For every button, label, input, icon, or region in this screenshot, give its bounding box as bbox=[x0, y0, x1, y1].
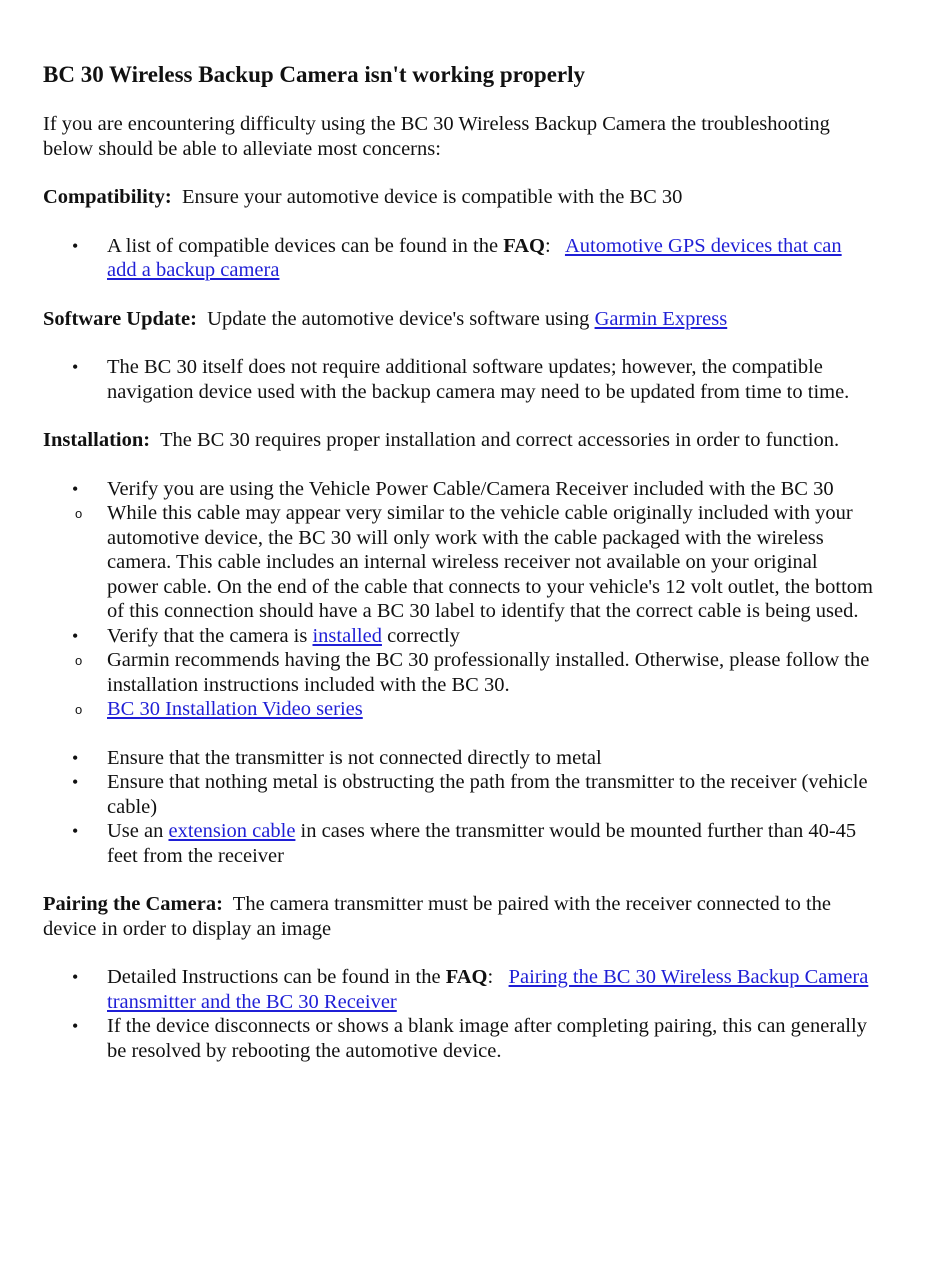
installation-list bbox=[43, 477, 873, 722]
list-item: • Detailed Instructions can be found in the FAQ: Pairing the BC 30 Wireless Backup Camera transmitter and the BC 30 Receiver bbox=[43, 965, 873, 1014]
extension-cable-link[interactable]: extension cable bbox=[168, 820, 296, 842]
software-paragraph: Software Update: Update the automotive device's software using Garmin Express bbox=[43, 307, 728, 330]
sub-list-item: o Garmin recommends having the BC 30 professionally installed. Otherwise, please follow the installation instructions included with the BC 30. bbox=[43, 648, 873, 697]
list-item: • Ensure that nothing metal is obstructing the path from the transmitter to the receiver (vehicle cable) bbox=[43, 770, 873, 819]
pairing-instructions-link[interactable]: Pairing the BC 30 Wireless Backup Camera transmitter and the BC 30 Receiver bbox=[107, 966, 869, 1013]
list-item: • If the device disconnects or shows a blank image after completing pairing, this can generally be resolved by rebooting the automotive device. bbox=[43, 1014, 873, 1063]
intro-paragraph: If you are encountering difficulty using the BC 30 Wireless Backup Camera the troubleshooting below should be able to alleviate most concerns: bbox=[43, 113, 830, 160]
installation-list-2 bbox=[43, 746, 873, 869]
sub-list bbox=[43, 501, 873, 624]
faq-label: FAQ bbox=[503, 234, 545, 257]
compatibility-text: Ensure your automotive device is compatible with the BC 30 bbox=[181, 186, 683, 208]
list-item: • Ensure that the transmitter is not connected directly to metal bbox=[43, 746, 873, 771]
sub-list-item: o While this cable may appear very similar to the vehicle cable originally included with your automotive device, the BC 30 will only work with the cable packaged with the wireless camera. This cable includes an internal wireless receiver not available on your original power cable. On the end of the cable that connects to your vehicle's 12 volt outlet, the bottom of this connection should have a BC 30 label to identify that the correct cable is being used. bbox=[43, 501, 873, 624]
pairing-heading: Pairing the Camera: bbox=[43, 893, 223, 915]
compatibility-paragraph bbox=[43, 185, 873, 210]
compatibility-heading: Compatibility: bbox=[43, 186, 172, 208]
document-page bbox=[43, 60, 873, 1087]
installation-heading: Installation: bbox=[43, 429, 151, 451]
sub-list bbox=[43, 648, 873, 722]
software-list bbox=[43, 355, 873, 404]
pairing-list bbox=[43, 965, 873, 1063]
faq-label: FAQ bbox=[445, 966, 488, 988]
list-item: • Use an extension cable in cases where the transmitter would be mounted further than 40-45 feet from the receiver bbox=[43, 819, 873, 868]
list-item: • A list of compatible devices can be found in the FAQ: Automotive GPS devices that can add a backup camera bbox=[43, 234, 873, 283]
software-heading: Software Update: bbox=[43, 307, 197, 330]
compatible-devices-link[interactable]: Automotive GPS devices that can add a backup camera bbox=[107, 234, 842, 281]
installed-link[interactable]: installed bbox=[312, 624, 382, 647]
pairing-paragraph: Pairing the Camera: The camera transmitter must be paired with the receiver connected to the device in order to display an image bbox=[43, 893, 832, 940]
installation-video-link[interactable]: BC 30 Installation Video series bbox=[107, 698, 363, 720]
garmin-express-link[interactable]: Garmin Express bbox=[594, 307, 728, 330]
sub-list-item bbox=[43, 697, 873, 722]
page-title: BC 30 Wireless Backup Camera isn't working properly bbox=[43, 62, 586, 87]
installation-paragraph: Installation: The BC 30 requires proper installation and correct accessories in order to function. bbox=[43, 429, 840, 451]
list-item: • Verify that the camera is installed correctly o Garmin recommends having the BC 30 professionally installed. Otherwise, please follow the installation instructions included with the BC 30. o BC 30 Installation Video series bbox=[43, 624, 873, 722]
compatibility-list bbox=[43, 234, 873, 283]
list-item: • Verify you are using the Vehicle Power Cable/Camera Receiver included with the BC 30 o While this cable may appear very similar to the vehicle cable originally included with your automotive device, the BC 30 will only work with the cable packaged with the wireless camera. This cable includes an internal wireless receiver not available on your original power cable. On the end of the cable that connects to your vehicle's 12 volt outlet, the bottom of this connection should have a BC 30 label to identify that the correct cable is being used. bbox=[43, 477, 873, 624]
list-item: • The BC 30 itself does not require additional software updates; however, the compatible navigation device used with the backup camera may need to be updated from time to time. bbox=[43, 355, 873, 404]
